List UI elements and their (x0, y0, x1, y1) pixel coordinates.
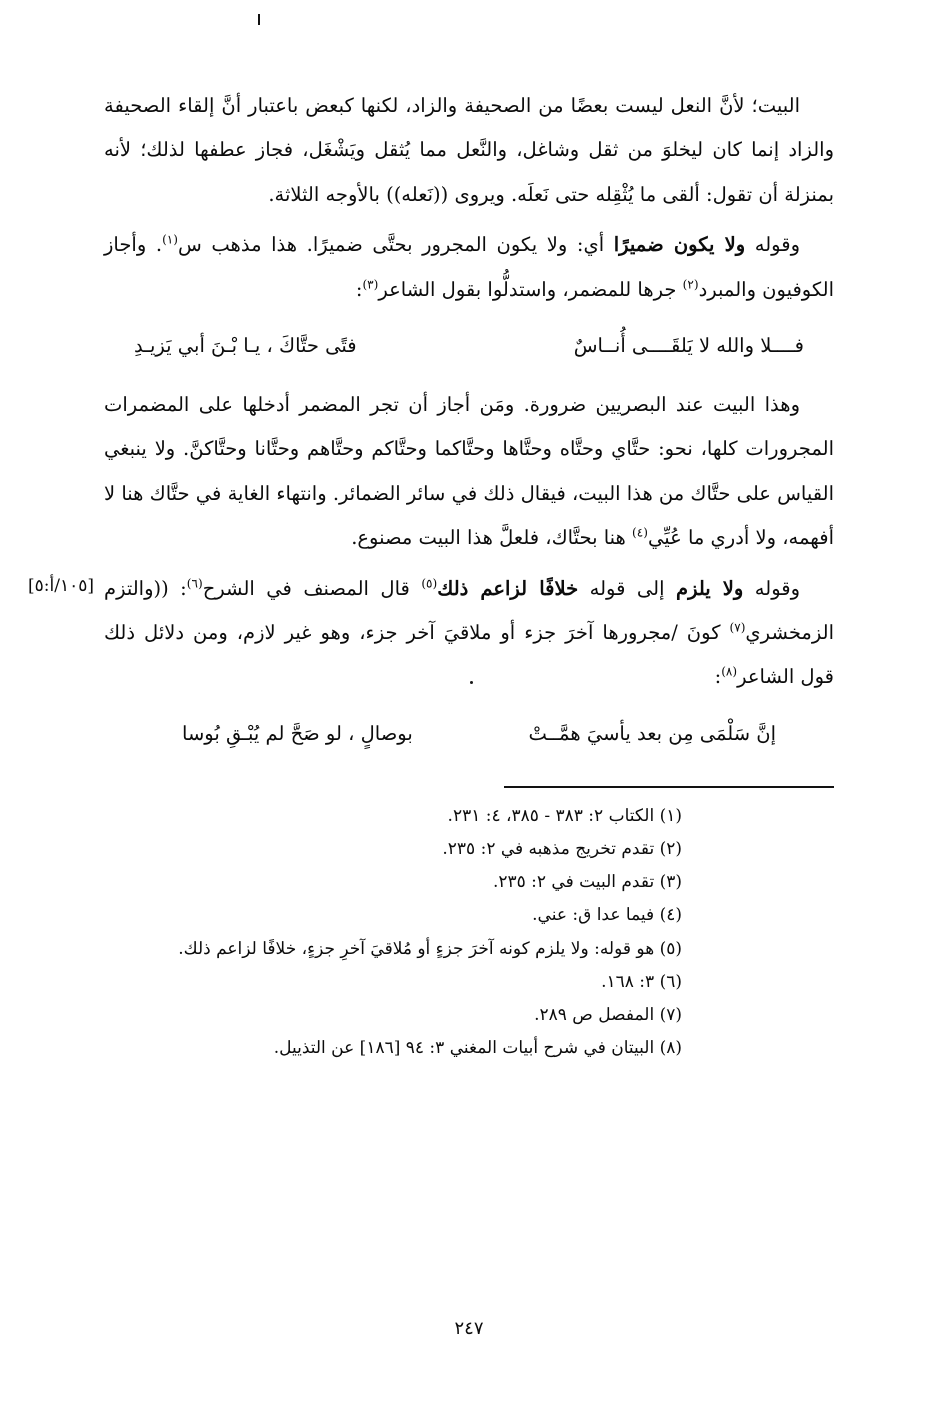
footnote-item: (٧) المفصل ص ٢٨٩. (534, 1004, 682, 1025)
footnotes-list (104, 800, 834, 1065)
verse-1-left-hemistich: فتًى حتَّاكَ ، يـا بْـنَ أبي يَزيـدِ (134, 334, 357, 358)
page-number: ٢٤٧ (454, 1318, 484, 1339)
footnote-item: (٤) فيما عدا ق: عني. (532, 905, 682, 926)
paragraph-4 (104, 567, 834, 700)
paragraph-1 (104, 84, 834, 217)
paragraph-4-html: وقوله ولا يلزم إلى قوله خلافًا لزاعم ذلك$^{(٥)}$ قال المصنف في الشرح$^{(٦)}$: ((والتزم الزمخشري$^{(٧)}$ كونَ /مجرورها آخرَ جزء أو ملاقيَ آخر جزء، وهو غير لازم، ومن دلائل ذلك قول الشاعر$^{(٨)}$: (104, 576, 834, 689)
verse-line-2 (104, 712, 834, 756)
footnote-item: (١) الكتاب ٢: ٣٨٣ - ٣٨٥، ٤: ٢٣١. (447, 805, 682, 826)
paragraph-1-html: البيت؛ لأنَّ النعل ليست بعضًا من الصحيفة والزاد، لكنها كبعض باعتبار أنَّ إلقاء الصحيفة والزاد إنما كان ليخلوَ من ثقل وشاغل، والنَّعل مما يُثقل ويَشْغَل، فجاز عطفها لذلك؛ لأنه بمنزلة أن تقول: ألقى ما يُثْقِله حتى نَعلَه. ويروى ((نَعله)) بالأوجه الثلاثة. (104, 94, 834, 206)
folio-marker: [١٠٥/أ:٥] (28, 575, 95, 596)
paragraph-3 (104, 383, 834, 561)
paragraph-4-block (28, 567, 834, 700)
footnote-item: (٥) هو قوله: ولا يلزم كونه آخرَ جزءٍ أو مُلاقيَ آخرِ جزءٍ، خلافًا لزاعم ذلك. (178, 938, 682, 959)
footnote-separator (504, 786, 834, 788)
verse-2-right-hemistich: إنَّ سَلْمَى مِن بعد يأسيَ همَّــتْ (528, 721, 776, 745)
verse-line-1 (104, 324, 834, 368)
paragraph-2 (104, 223, 834, 312)
footnote-item: (٢) تقدم تخريج مذهبه في ٢: ٢٣٥. (442, 839, 682, 860)
body-text (28, 84, 834, 756)
footnote-item: (٦) ٣: ١٦٨. (601, 971, 682, 992)
paragraph-2-html: وقوله ولا يكون ضميرًا أي: ولا يكون المجرور بحتَّى ضميرًا. هذا مذهب س$^{(١)}$. وأجاز الكوفيون والمبرد$^{(٢)}$ جرها للمضمر، واستدلُّوا بقول الشاعر$^{(٣)}$: (104, 232, 834, 301)
footnote-item: (٨) البيتان في شرح أبيات المغني ٣: ٩٤ [١٨٦] عن التذييل. (273, 1037, 682, 1058)
footnote-item: (٣) تقدم البيت في ٢: ٢٣٥. (492, 872, 682, 893)
verse-2-left-hemistich: بوصالٍ ، لو صَحَّ لم يُبْـقِ بُوسا (182, 721, 413, 745)
paragraph-3-html: وهذا البيت عند البصريين ضرورة. ومَن أجاز أن تجر المضمر أدخلها على المضمرات المجرورات كلها، نحو: حتَّاي وحتَّاه وحتَّاها وحتَّاكما وحتَّاكم وحتَّاهم وحتَّانا وحتَّاكنَّ. ولا ينبغي القياس على حتَّاك من هذا البيت، فيقال ذلك في سائر الضمائر. وانتهاء الغاية في حتَّاك هنا لا أفهمه، ولا أدري ما عُيِّي$^{(٤)}$ هنا بحتَّاك، فلعلَّ هذا البيت مصنوع. (104, 392, 834, 550)
verse-1-right-hemistich: فــــلا والله لا يَلقَــــى أُنــاسٌ (573, 334, 804, 358)
